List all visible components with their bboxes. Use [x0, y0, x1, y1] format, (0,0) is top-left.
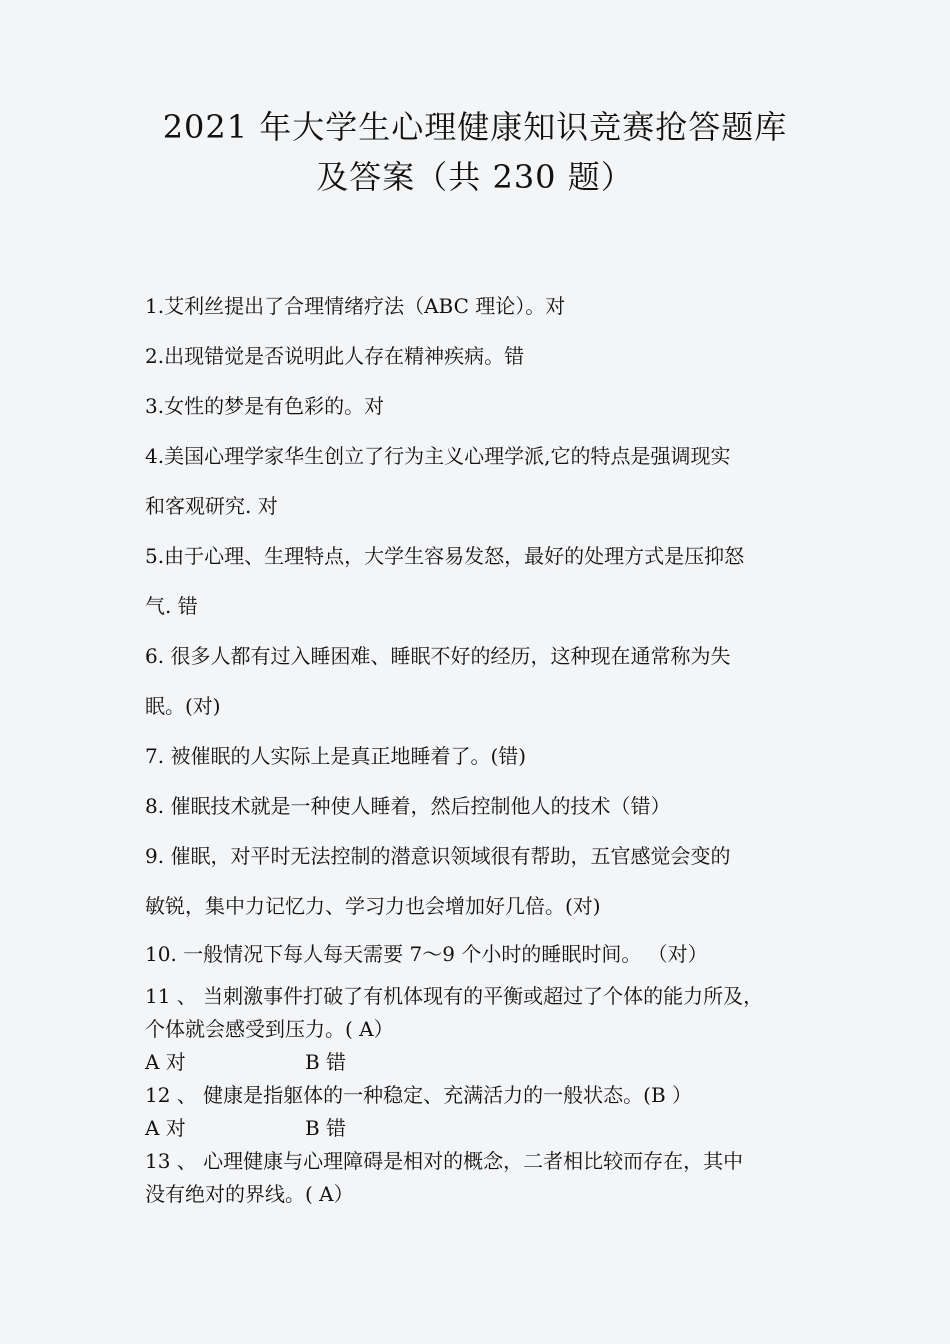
question-9-continued: 敏锐，集中力记忆力、学习力也会增加好几倍。(对) — [145, 894, 601, 918]
question-2: 2.出现错觉是否说明此人存在精神疾病。错 — [145, 344, 525, 368]
question-3: 3.女性的梦是有色彩的。对 — [145, 394, 385, 418]
question-10: 10. 一般情况下每人每天需要 7～9 个小时的睡眠时间。 （对） — [145, 942, 708, 966]
question-11-options — [145, 1046, 346, 1075]
option-b: B 错 — [305, 1050, 347, 1074]
question-13-continued: 没有绝对的界线。( A） — [145, 1182, 354, 1206]
question-12-options — [145, 1112, 346, 1141]
question-6-continued: 眠。(对) — [145, 694, 221, 718]
question-12: 12 、 健康是指躯体的一种稳定、充满活力的一般状态。(B ） — [145, 1083, 693, 1107]
question-5: 5.由于心理、生理特点，大学生容易发怒，最好的处理方式是压抑怒 — [145, 544, 745, 568]
question-1: 1.艾利丝提出了合理情绪疗法（ABC 理论）。对 — [145, 294, 566, 318]
option-b: B 错 — [305, 1116, 347, 1140]
question-4-continued: 和客观研究. 对 — [145, 494, 278, 518]
document-title-line-2: 及答案（共 230 题） — [316, 158, 634, 196]
option-a: A 对 — [145, 1050, 186, 1074]
question-7: 7. 被催眠的人实际上是真正地睡着了。(错) — [145, 744, 527, 768]
option-a: A 对 — [145, 1116, 186, 1140]
question-11-continued: 个体就会感受到压力。( A） — [145, 1017, 394, 1041]
question-13: 13 、 心理健康与心理障碍是相对的概念，二者相比较而存在，其中 — [145, 1149, 744, 1173]
question-4: 4.美国心理学家华生创立了行为主义心理学派,它的特点是强调现实 — [145, 444, 731, 468]
question-5-continued: 气. 错 — [145, 594, 198, 618]
document-title-line-1: 2021 年大学生心理健康知识竞赛抢答题库 — [162, 108, 788, 146]
question-11: 11 、 当刺激事件打破了有机体现有的平衡或超过了个体的能力所及， — [145, 984, 764, 1008]
question-6: 6. 很多人都有过入睡困难、睡眠不好的经历，这种现在通常称为失 — [145, 644, 731, 668]
question-8: 8. 催眠技术就是一种使人睡着，然后控制他人的技术（错） — [145, 794, 671, 818]
question-9: 9. 催眠，对平时无法控制的潜意识领域很有帮助，五官感觉会变的 — [145, 844, 731, 868]
